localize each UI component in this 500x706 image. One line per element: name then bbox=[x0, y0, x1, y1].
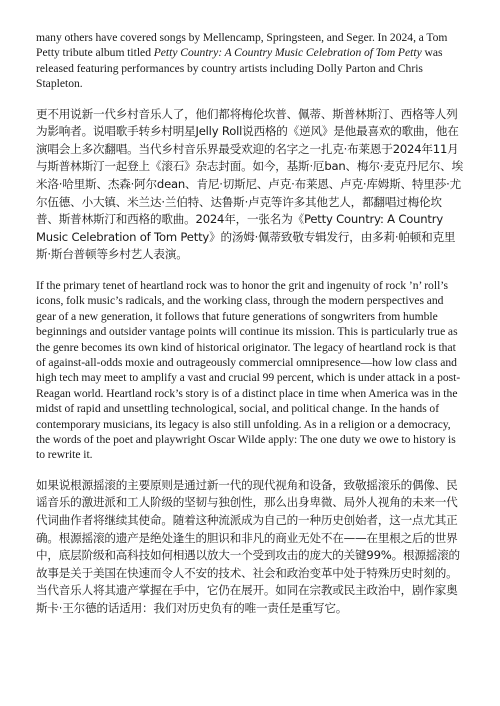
paragraph-chinese-2: 如果说根源摇滚的主要原则是通过新一代的现代视角和设备，致敬摇滚乐的偶像、民谣音乐的激进派和工人阶级的坚韧与独创性，那么出身卑微、局外人视角的未来一代代词曲作者将继续其使命。随着这种流派成为自己的一种历史创始者，这一点尤其正确。根源摇滚的遗产是绝处逢生的胆识和非凡的商业无处不在——在里根之后的世界中，底层阶级和高科技如何相遇以放大一个受到攻击的庞大的关键99%。根源摇滚的故事是关于美国在快速而令人不安的技术、社会和政治变革中处于特殊历史时刻的。当代音乐人将其遗产掌握在手中，它仍在展开。如同在宗教或民主政治中，剧作家奥斯卡·王尔德的话适用：我们对历史负有的唯一责任是重写它。 bbox=[36, 477, 460, 615]
paragraph-chinese-1: 更不用说新一代乡村音乐人了，他们都将梅伦坎普、佩蒂、斯普林斯汀、西格等人列为影响者。说唱歌手转乡村明星Jelly Roll说西格的《逆风》是他最喜欢的歌曲，他在演唱会上多次翻唱。当代乡村音乐界最受欢迎的名字之一扎克·布莱恩于2024年11月与斯普林斯汀一起登上《滚石》杂志封面。如今，基斯·厄ban、梅尔·麦克丹尼尔、埃米洛·哈里斯、杰森·阿尔dean、肯尼·切斯尼、卢克·布莱恩、卢克·库姆斯、特里莎·尤尔伍德、小大镇、米兰达·兰伯特、达鲁斯·卢克等许多其他艺人，都翻唱过梅伦坎普、斯普林斯汀和西格的歌曲。2024年，一张名为《Petty Country: A Country Music Celebration of Tom Petty》的汤姆·佩蒂致敬专辑发行，由多莉·帕顿和克里斯·斯台普顿等乡村艺人表演。 bbox=[36, 106, 463, 262]
paragraph-1-text-start: many others have covered songs by Mellencamp, Springsteen, and Seger. In 2024, a Tom Petty tribute album titled bbox=[36, 31, 448, 60]
document-page bbox=[36, 30, 464, 632]
album-title: Petty Country: A Country Music Celebration of Tom Petty bbox=[153, 46, 422, 60]
paragraph-english-2: If the primary tenet of heartland rock was to honor the grit and ingenuity of rock ’n’ roll’s icons, folk music’s radicals, and the working class, through the modern perspectives and gear of a new generation, it follows that future generations of songwriters from humble beginnings and outsider vantage points will continue its mission. This is particularly true as the genre becomes its own kind of historical originator. The legacy of heartland rock is that of against-all-odds moxie and outrageously commercial omnipresence—how low class and high tech may meet to amplify a vast and crucial 99 percent, which is under attack in a post-Reagan world. Heartland rock’s story is of a distinct place in time when America was in the midst of rapid and unsettling technological, social, and political change. In the hands of contemporary musicians, its legacy is also still unfolding. As in a religion or a democracy, the words of the poet and playwright Oscar Wilde apply: The one duty we owe to history is to rewrite it. bbox=[36, 278, 461, 462]
paragraph-english-1 bbox=[36, 30, 464, 92]
paragraph-1-text-end: was released featuring performances by country artists including Dolly Parton and Chris Stapleton. bbox=[36, 46, 443, 91]
